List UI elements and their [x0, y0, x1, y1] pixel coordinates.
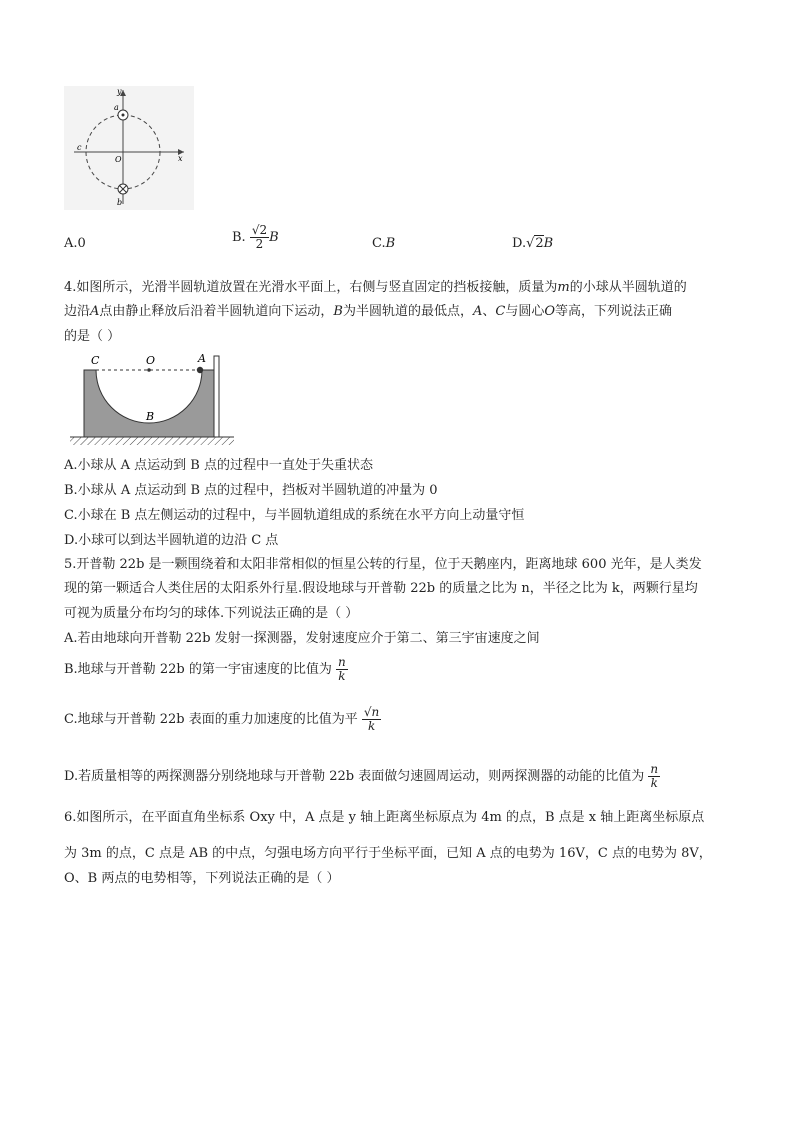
q5-option-b-fraction [336, 656, 348, 683]
q5-option-c[interactable] [64, 706, 381, 733]
q4-option-b[interactable]: B.小球从 A 点运动到 B 点的过程中，挡板对半圆轨道的冲量为 0 [64, 483, 438, 498]
q3-option-b-num: √2 [251, 223, 268, 237]
q3-option-b-prefix: B. [232, 230, 246, 245]
magnetic-field-figure [64, 86, 194, 210]
q5-option-d-fraction [648, 763, 660, 790]
q4-l2-b: A [90, 304, 100, 319]
q3-option-d-prefix: D. [512, 236, 527, 251]
q5-option-b-num: n [337, 655, 346, 669]
q5-option-b-den: k [338, 669, 346, 683]
q5-line-1: 5.开普勒 22b 是一颗围绕着和太阳非常相似的恒星公转的行星，位于天鹅座内，距离地球 600 光年，是人类发 [64, 557, 702, 572]
q6-line-3: O、B 两点的电势相等，下列说法正确的是（ ） [64, 871, 340, 886]
q4-line1-post: 的小球从半圆轨道的 [569, 280, 687, 295]
label-y: y [117, 87, 122, 96]
q4-l2-j: O [544, 304, 556, 319]
q5-option-c-den: k [367, 719, 376, 733]
label-a: a [114, 103, 119, 112]
q4-l2-g: 、 [482, 304, 496, 319]
q3-option-d[interactable]: D.√2B [512, 236, 554, 251]
q4-option-c[interactable]: C.小球在 B 点左侧运动的过程中，与半圆轨道组成的系统在水平方向上动量守恒 [64, 508, 525, 523]
track-label-o: O [146, 354, 156, 367]
q5-option-d-den: k [650, 776, 658, 790]
q5-option-c-fraction [362, 706, 381, 733]
q5-option-b-text: B.地球与开普勒 22b 的第一宇宙速度的比值为 [64, 662, 332, 677]
q3-option-c[interactable] [372, 235, 395, 253]
half-circle-track-figure [64, 348, 242, 448]
label-x: x [178, 154, 183, 163]
label-O: O [115, 155, 122, 164]
q4-l2-c: 点由静止释放后沿着半圆轨道向下运动， [99, 304, 334, 319]
q3-option-d-sqrt: 2 [535, 236, 544, 251]
q6-line-2: 为 3m 的点，C 点是 AB 的中点，匀强电场方向平行于坐标平面，已知 A 点的电势为 16V，C 点的电势为 8V， [64, 846, 712, 861]
q3-option-d-suffix: B [543, 236, 554, 251]
q3-option-b[interactable] [232, 224, 279, 251]
q4-line-1 [64, 279, 687, 297]
q5-option-a[interactable]: A.若由地球向开普勒 22b 发射一探测器，发射速度应介于第二、第三宇宙速度之间 [64, 631, 540, 646]
track-label-a: A [198, 352, 206, 365]
q5-option-c-text: C.地球与开普勒 22b 表面的重力加速度的比值为平 [64, 712, 358, 727]
q5-option-d-text: D.若质量相等的两探测器分别绕地球与开普勒 22b 表面做匀速圆周运动，则两探测器的动能的比值为 [64, 769, 645, 784]
q4-line-3: 的是（ ） [64, 329, 121, 344]
track-label-c: C [91, 354, 100, 367]
q4-l2-f: A [473, 304, 483, 319]
q3-option-b-suffix: B [269, 230, 279, 245]
q4-l2-e: 为半圆轨道的最低点， [342, 304, 473, 319]
q4-l2-d: B [333, 304, 343, 319]
q3-option-c-prefix: C. [372, 236, 386, 251]
q5-option-b[interactable] [64, 656, 348, 683]
q5-option-c-num: √n [363, 705, 380, 719]
label-c: c [77, 143, 82, 152]
q5-line-2: 现的第一颗适合人类住居的太阳系外行星.假设地球与开普勒 22b 的质量之比为 n，半径之比为 k，两颗行星均 [64, 581, 698, 596]
q4-l2-k: 等高，下列说法正确 [555, 304, 673, 319]
q4-line1-m: m [557, 280, 570, 295]
q5-option-d-num: n [650, 762, 659, 776]
track-label-b: B [146, 410, 155, 423]
q4-option-d[interactable]: D.小球可以到达半圆轨道的边沿 C 点 [64, 533, 279, 548]
q5-option-d[interactable] [64, 763, 660, 790]
q5-line-3: 可视为质量分布均匀的球体.下列说法正确的是（ ） [64, 606, 359, 621]
label-b: b [117, 198, 123, 207]
q4-l2-a: 边沿 [64, 304, 91, 319]
q3-option-b-den: 2 [255, 237, 264, 251]
q4-line1-pre: 4.如图所示，光滑半圆轨道放置在光滑水平面上，右侧与竖直固定的挡板接触，质量为 [64, 280, 558, 295]
q3-option-c-val: B [385, 236, 396, 251]
q3-option-a[interactable]: A.0 [64, 236, 86, 251]
q4-l2-i: 与圆心 [505, 304, 545, 319]
q6-line-1: 6.如图所示，在平面直角坐标系 Oxy 中，A 点是 y 轴上距离坐标原点为 4m 的点，B 点是 x 轴上距离坐标原点 [64, 810, 705, 825]
q4-line-2 [64, 303, 672, 321]
q4-l2-h: C [495, 304, 506, 319]
q4-option-a[interactable]: A.小球从 A 点运动到 B 点的过程中一直处于失重状态 [64, 458, 373, 473]
q3-option-b-fraction [250, 224, 269, 251]
